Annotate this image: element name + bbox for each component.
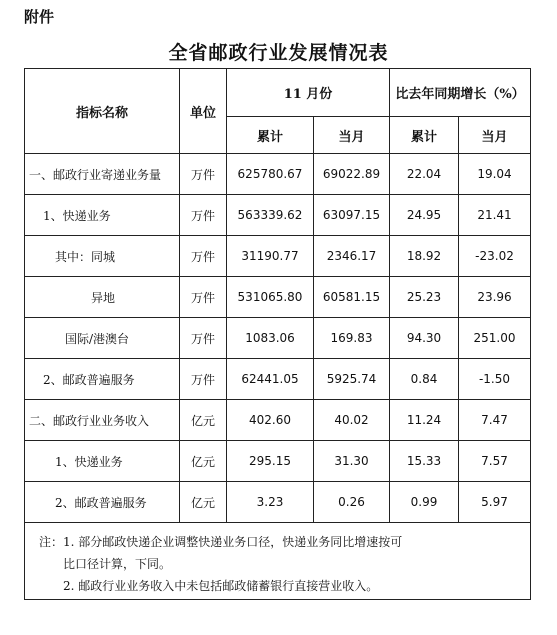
row-unit: 万件 [180,359,227,400]
header-unit: 单位 [180,69,227,154]
row-unit: 万件 [180,277,227,318]
row-cumulative: 3.23 [227,482,314,523]
row-yoy-current-month: 7.47 [459,400,531,441]
row-current-month: 2346.17 [314,236,390,277]
row-name: 1、快递业务 [25,441,180,482]
row-unit: 亿元 [180,441,227,482]
row-yoy-current-month: 19.04 [459,154,531,195]
row-yoy-current-month: -23.02 [459,236,531,277]
attachment-label: 附件 [24,8,55,26]
row-yoy-current-month: 251.00 [459,318,531,359]
row-name: 二、邮政行业业务收入 [25,400,180,441]
row-yoy-cumulative: 25.23 [390,277,459,318]
table-row [25,195,531,236]
row-current-month: 63097.15 [314,195,390,236]
row-current-month: 31.30 [314,441,390,482]
row-current-month: 69022.89 [314,154,390,195]
row-cumulative: 1083.06 [227,318,314,359]
header-row-top [25,69,531,117]
row-cumulative: 531065.80 [227,277,314,318]
header-cumulative: 累计 [227,117,314,154]
row-name: 国际/港澳台 [25,318,180,359]
row-unit: 万件 [180,154,227,195]
row-cumulative: 563339.62 [227,195,314,236]
notes-row [25,523,531,600]
row-cumulative: 625780.67 [227,154,314,195]
row-name: 异地 [25,277,180,318]
row-unit: 万件 [180,318,227,359]
row-yoy-cumulative: 15.33 [390,441,459,482]
table-row [25,482,531,523]
table-row [25,154,531,195]
row-yoy-cumulative: 0.84 [390,359,459,400]
row-cumulative: 402.60 [227,400,314,441]
row-current-month: 5925.74 [314,359,390,400]
row-name: 一、邮政行业寄递业务量 [25,154,180,195]
row-unit: 万件 [180,236,227,277]
row-unit: 亿元 [180,400,227,441]
row-name: 2、邮政普遍服务 [25,482,180,523]
row-cumulative: 31190.77 [227,236,314,277]
row-yoy-cumulative: 24.95 [390,195,459,236]
row-yoy-cumulative: 94.30 [390,318,459,359]
table-row [25,277,531,318]
row-yoy-cumulative: 22.04 [390,154,459,195]
row-yoy-current-month: 5.97 [459,482,531,523]
table-row [25,359,531,400]
row-current-month: 0.26 [314,482,390,523]
note-1-line-2: 比口径计算，下同。 [63,557,172,571]
row-yoy-current-month: 7.57 [459,441,531,482]
statistics-table [24,68,531,600]
row-cumulative: 295.15 [227,441,314,482]
note-2: 2. 邮政行业业务收入中未包括邮政储蓄银行直接营业收入。 [63,579,379,593]
row-yoy-current-month: -1.50 [459,359,531,400]
row-name: 2、邮政普遍服务 [25,359,180,400]
header-month-group: 11 月份 [227,69,390,117]
row-yoy-cumulative: 18.92 [390,236,459,277]
note-1-line-1: 注：1. 部分邮政快递企业调整快递业务口径，快递业务同比增速按可 [39,535,403,549]
row-current-month: 169.83 [314,318,390,359]
header-current-month: 当月 [314,117,390,154]
row-name: 其中：同城 [25,236,180,277]
row-cumulative: 62441.05 [227,359,314,400]
row-yoy-current-month: 21.41 [459,195,531,236]
table-row [25,400,531,441]
table-row [25,236,531,277]
row-name: 1、快递业务 [25,195,180,236]
row-current-month: 40.02 [314,400,390,441]
notes-cell [25,523,531,600]
header-yoy-cumulative: 累计 [390,117,459,154]
table-row [25,441,531,482]
row-current-month: 60581.15 [314,277,390,318]
row-yoy-cumulative: 0.99 [390,482,459,523]
page-title: 全省邮政行业发展情况表 [168,42,389,64]
row-yoy-current-month: 23.96 [459,277,531,318]
header-yoy-current-month: 当月 [459,117,531,154]
header-indicator-name: 指标名称 [25,69,180,154]
table-row [25,318,531,359]
row-yoy-cumulative: 11.24 [390,400,459,441]
row-unit: 亿元 [180,482,227,523]
header-yoy-group: 比去年同期增长（%） [390,69,531,117]
row-unit: 万件 [180,195,227,236]
